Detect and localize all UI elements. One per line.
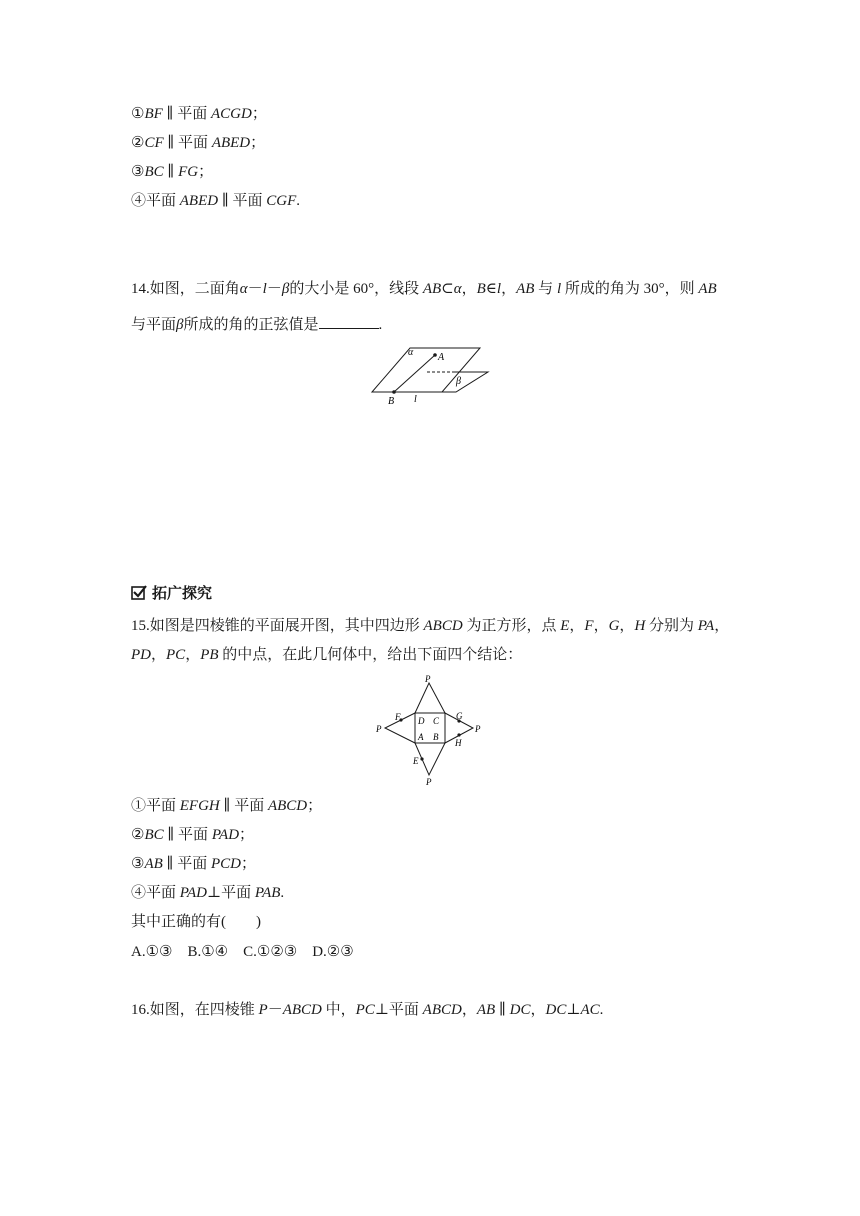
triangle-top <box>415 683 445 713</box>
point-e-dot <box>420 757 423 760</box>
q13-item-3: ③BC ∥ FG； <box>131 164 214 180</box>
dihedral-angle-figure <box>360 340 500 410</box>
label-p-top: P <box>425 674 431 684</box>
label-e: E <box>413 756 419 766</box>
q15-stem-line-1: 15.如图是四棱锥的平面展开图，其中四边形 ABCD 为正方形，点 E，F，G，H 分别为 PA， <box>131 618 730 634</box>
label-a: A <box>418 732 424 742</box>
label-beta: β <box>456 376 461 387</box>
label-l: l <box>414 394 417 405</box>
q15-question: 其中正确的有( ) <box>131 914 261 930</box>
q13-item-1: ①BF ∥ 平面 ACGD； <box>131 106 267 122</box>
point-b-dot <box>392 390 396 394</box>
label-p-bottom: P <box>426 777 432 787</box>
label-g: G <box>456 711 463 721</box>
label-b: B <box>433 732 439 742</box>
q14-stem-line-1: 14.如图，二面角α－l－β的大小是 60°，线段 AB⊂α，B∈l，AB 与 l 所成的角为 30°，则 AB <box>131 281 717 297</box>
q14-stem-line-2: 与平面β所成的角的正弦值是 . <box>131 314 382 335</box>
label-alpha: α <box>408 347 414 358</box>
answer-blank <box>319 314 379 329</box>
q13-item-4: ④平面 ABED ∥ 平面 CGF. <box>131 193 301 209</box>
label-h: H <box>455 738 462 748</box>
label-p-left: P <box>376 724 382 734</box>
q15-options: A.①③ B.①④ C.①②③ D.②③ <box>131 944 354 960</box>
q13-item-2: ②CF ∥ 平面 ABED； <box>131 135 266 151</box>
label-a: A <box>438 352 445 363</box>
q15-item-3: ③AB ∥ 平面 PCD； <box>131 856 256 872</box>
triangle-bottom <box>415 743 445 775</box>
label-b: B <box>388 396 395 407</box>
q15-item-1: ①平面 EFGH ∥ 平面 ABCD； <box>131 798 323 814</box>
label-c: C <box>433 716 440 726</box>
point-a-dot <box>433 353 437 357</box>
q15-stem-line-2: PD，PC，PB 的中点，在此几何体中，给出下面四个结论： <box>131 647 523 663</box>
plane-beta <box>442 372 488 392</box>
q15-item-2: ②BC ∥ 平面 PAD； <box>131 827 255 843</box>
segment-ab <box>394 355 435 392</box>
point-h-dot <box>457 733 460 736</box>
label-d: D <box>418 716 425 726</box>
label-f: F <box>395 712 401 722</box>
section-title: 拓广探究 <box>152 583 213 602</box>
q15-item-4: ④平面 PAD⊥平面 PAB. <box>131 885 285 901</box>
pyramid-net-figure <box>368 673 493 788</box>
q16-stem: 16.如图，在四棱锥 P－ABCD 中，PC⊥平面 ABCD，AB ∥ DC，DC⊥AC. <box>131 1002 604 1018</box>
checkbox-check-icon <box>131 584 148 601</box>
label-p-right: P <box>475 724 481 734</box>
plane-alpha <box>372 348 480 392</box>
section-heading <box>131 582 212 602</box>
